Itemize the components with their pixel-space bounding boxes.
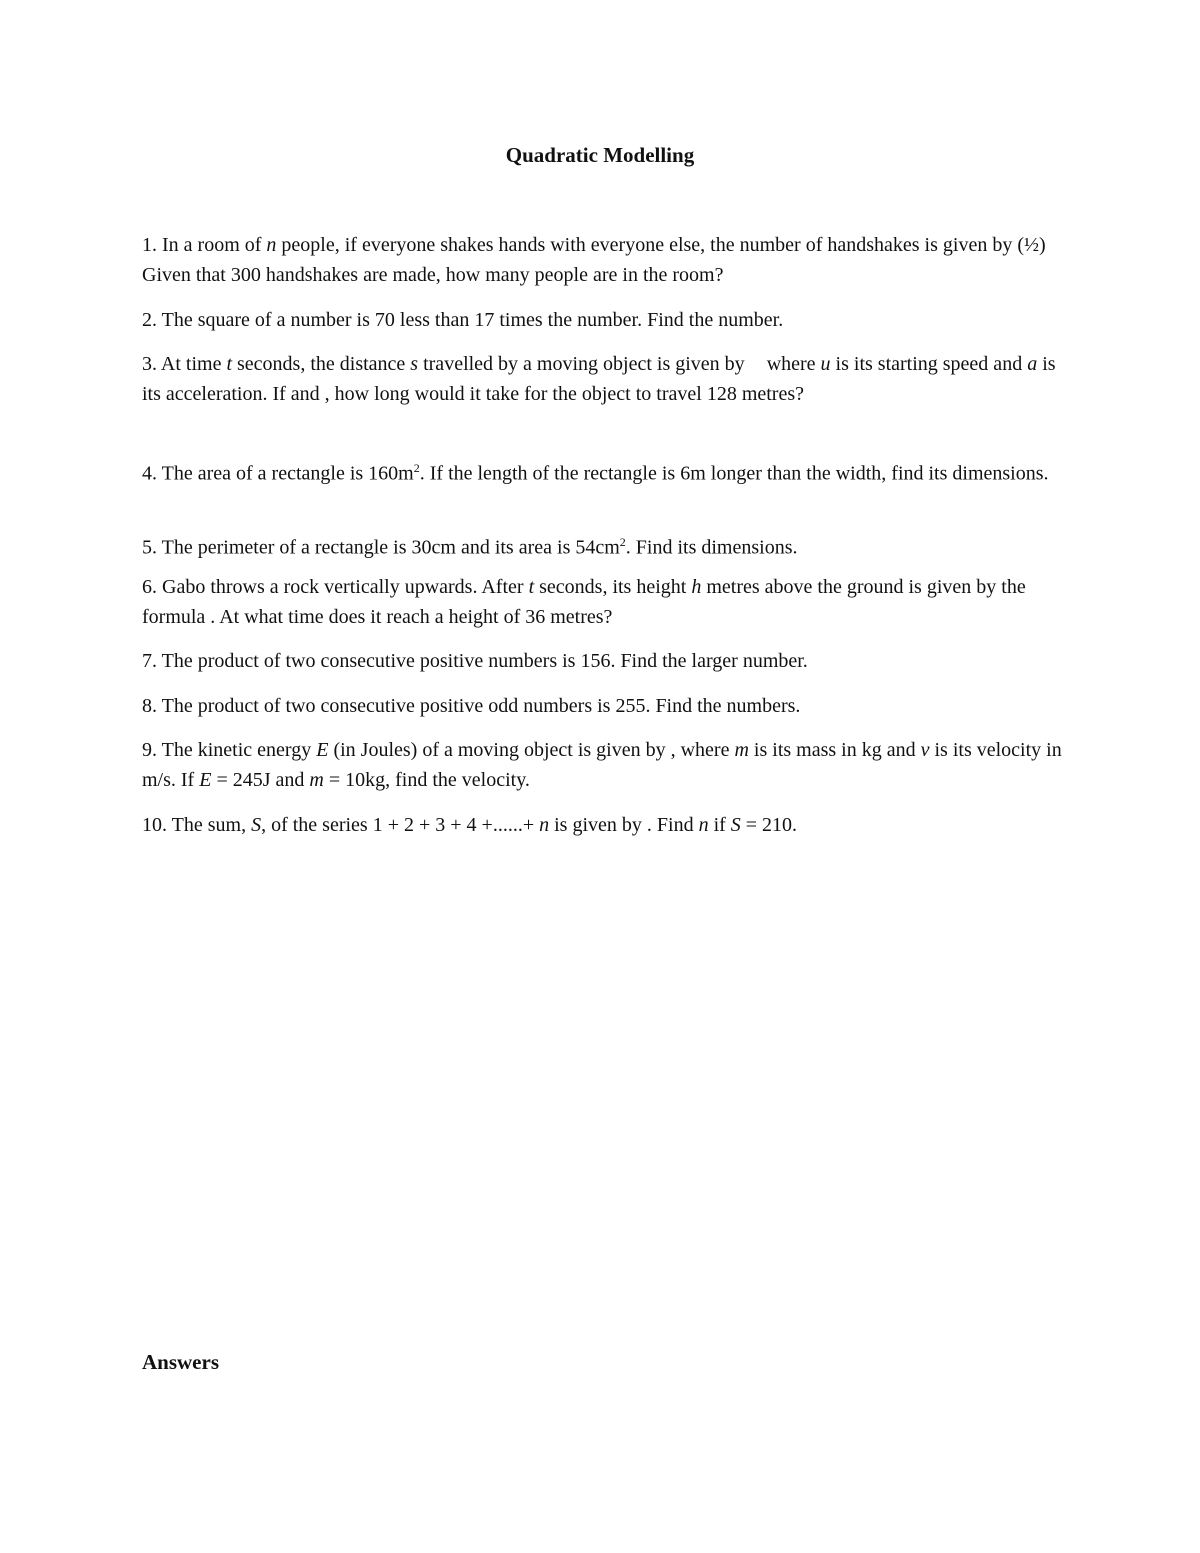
question-6: 6. Gabo throws a rock vertically upwards. After t seconds, its height h metres above the ground is given by the formula . At what time does it reach a height of 36 metres? <box>142 576 1026 628</box>
question-9: 9. The kinetic energy E (in Joules) of a moving object is given by , where m is its mass in kg and v is its velocity in m/s. If E = 245J and m = 10kg, find the velocity. <box>142 739 1062 791</box>
question-10: 10. The sum, S, of the series 1 + 2 + 3 + 4 +......+ n is given by . Find n if S = 210. <box>142 814 798 836</box>
question-3: 3. At time t seconds, the distance s travelled by a moving object is given by where u is its starting speed and a is its acceleration. If and , how long would it take for the object to travel 128 metres? <box>142 353 1056 405</box>
question-7: 7. The product of two consecutive positive numbers is 156. Find the larger number. <box>142 650 808 672</box>
question-1: 1. In a room of n people, if everyone shakes hands with everyone else, the number of handshakes is given by (½) Given that 300 handshakes are made, how many people are in the room? <box>142 234 1046 286</box>
question-8: 8. The product of two consecutive positive odd numbers is 255. Find the numbers. <box>142 695 801 717</box>
question-2: 2. The square of a number is 70 less than 17 times the number. Find the number. <box>142 309 784 331</box>
answers-heading: Answers <box>142 1350 219 1374</box>
question-5: 5. The perimeter of a rectangle is 30cm and its area is $54cm^2$. Find its dimensions. <box>142 535 798 559</box>
page-title: Quadratic Modelling <box>505 143 695 167</box>
question-4: 4. The area of a rectangle is $160m^2$. If the length of the rectangle is 6m longer than the width, find its dimensions. <box>142 461 1049 485</box>
